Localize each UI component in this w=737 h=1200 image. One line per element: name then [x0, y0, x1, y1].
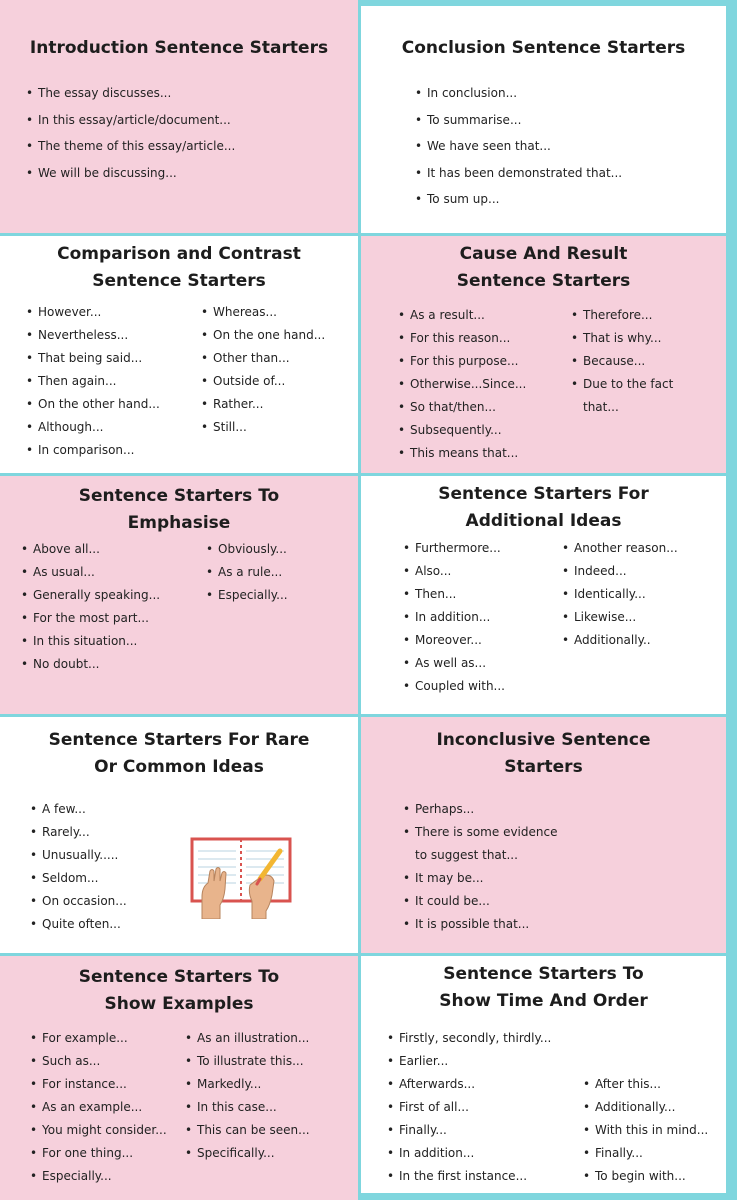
comparison-title-line-1: Comparison and Contrast — [57, 244, 301, 264]
list-item: • Especially... — [30, 1165, 167, 1188]
list-item: • Nevertheless... — [26, 324, 160, 347]
list-item: • Moreover... — [403, 629, 505, 652]
list-item: • No doubt... — [21, 653, 160, 676]
list-item: • Especially... — [206, 584, 288, 607]
inconclusive-title-line-1: Inconclusive Sentence — [436, 730, 651, 750]
list-item: • In addition... — [403, 606, 505, 629]
list-item: • Due to the fact — [571, 373, 673, 396]
list-item: • Such as... — [30, 1050, 167, 1073]
list-item: • For the most part... — [21, 607, 160, 630]
list-item: • Still... — [201, 416, 325, 439]
list-item: • Finally... — [583, 1142, 708, 1165]
introduction-list — [26, 80, 235, 186]
cause-title-line-2: Sentence Starters — [456, 271, 631, 291]
list-item: • On occasion... — [30, 890, 127, 913]
list-item: • Although... — [26, 416, 160, 439]
list-item: • First of all... — [387, 1096, 551, 1119]
list-item: • Earlier... — [387, 1050, 551, 1073]
list-item: • Quite often... — [30, 913, 127, 936]
comparison-title-line-2: Sentence Starters — [92, 271, 266, 291]
list-item: • As a result... — [398, 304, 526, 327]
list-item: • Indeed... — [562, 560, 678, 583]
list-item: • However... — [26, 301, 160, 324]
rare-title — [0, 727, 358, 781]
list-item: • Whereas... — [201, 301, 325, 324]
time-list-col2 — [583, 1073, 708, 1188]
list-item: • So that/then... — [398, 396, 526, 419]
list-item: • It may be... — [403, 867, 557, 890]
emphasise-panel — [0, 476, 358, 714]
list-item: • This can be seen... — [185, 1119, 310, 1142]
list-item: • Finally... — [387, 1119, 551, 1142]
list-item: • As well as... — [403, 652, 505, 675]
list-item: • On the one hand... — [201, 324, 325, 347]
examples-title — [0, 964, 358, 1018]
rare-title-line-2: Or Common Ideas — [94, 757, 264, 777]
list-item: • Then... — [403, 583, 505, 606]
list-item: • As an example... — [30, 1096, 167, 1119]
examples-list-col2 — [185, 1027, 310, 1165]
time-title — [361, 961, 726, 1015]
list-item: • We have seen that... — [415, 133, 622, 160]
list-item: • Another reason... — [562, 537, 678, 560]
list-item: • Additionally... — [583, 1096, 708, 1119]
list-item: • With this in mind... — [583, 1119, 708, 1142]
inconclusive-panel — [361, 717, 726, 953]
list-item: • In this essay/article/document... — [26, 107, 235, 134]
list-item: • Markedly... — [185, 1073, 310, 1096]
comparison-title — [0, 241, 358, 295]
additional-title-line-2: Additional Ideas — [465, 511, 622, 531]
rare-title-line-1: Sentence Starters For Rare — [48, 730, 310, 750]
conclusion-title-line-1: Conclusion Sentence Starters — [401, 38, 686, 58]
list-item: • To begin with... — [583, 1165, 708, 1188]
rare-list — [30, 798, 127, 936]
additional-title — [361, 481, 726, 535]
time-title-line-2: Show Time And Order — [439, 991, 648, 1011]
list-item: • You might consider... — [30, 1119, 167, 1142]
list-item: • Specifically... — [185, 1142, 310, 1165]
examples-list-col1 — [30, 1027, 167, 1188]
additional-list-col1 — [403, 537, 505, 698]
cause-list-col1 — [398, 304, 526, 465]
list-item: • Furthermore... — [403, 537, 505, 560]
list-item: • There is some evidence — [403, 821, 557, 844]
list-item: • Unusually..... — [30, 844, 127, 867]
emphasise-list-col1 — [21, 538, 160, 676]
inconclusive-list — [403, 798, 557, 936]
cause-title-line-1: Cause And Result — [459, 244, 628, 264]
introduction-panel — [0, 0, 358, 233]
list-item-continuation: that... — [583, 400, 619, 414]
list-item: • In addition... — [387, 1142, 551, 1165]
list-item: • Likewise... — [562, 606, 678, 629]
emphasise-title-line-2: Emphasise — [127, 513, 231, 533]
list-item: • It has been demonstrated that... — [415, 160, 622, 187]
cause-panel — [361, 236, 726, 473]
list-item: • For this reason... — [398, 327, 526, 350]
time-list-col1 — [387, 1027, 551, 1188]
emphasise-title — [0, 483, 358, 537]
list-item: • For example... — [30, 1027, 167, 1050]
examples-title-line-1: Sentence Starters To — [78, 967, 280, 987]
cause-title — [361, 241, 726, 295]
list-item: • As a rule... — [206, 561, 288, 584]
list-item: • To illustrate this... — [185, 1050, 310, 1073]
list-item: • Outside of... — [201, 370, 325, 393]
list-item: • In this case... — [185, 1096, 310, 1119]
list-item: • Other than... — [201, 347, 325, 370]
comparison-panel — [0, 236, 358, 473]
list-item: • We will be discussing... — [26, 160, 235, 187]
list-item: • As usual... — [21, 561, 160, 584]
list-item: • As an illustration... — [185, 1027, 310, 1050]
inconclusive-title-line-2: Starters — [504, 757, 583, 777]
list-item: • In this situation... — [21, 630, 160, 653]
list-item: • Identically... — [562, 583, 678, 606]
conclusion-title — [361, 35, 726, 62]
time-panel — [361, 956, 726, 1193]
list-item: • Then again... — [26, 370, 160, 393]
additional-panel — [361, 476, 726, 714]
list-item: • Because... — [571, 350, 673, 373]
list-item: • The theme of this essay/article... — [26, 133, 235, 160]
cause-list-col2 — [571, 304, 673, 419]
list-item: • A few... — [30, 798, 127, 821]
conclusion-panel — [361, 6, 726, 233]
list-item: • Additionally.. — [562, 629, 678, 652]
open-book-with-writing-hand-icon — [188, 835, 294, 919]
list-item: • Also... — [403, 560, 505, 583]
list-item: • It could be... — [403, 890, 557, 913]
list-item: • After this... — [583, 1073, 708, 1096]
conclusion-list — [415, 80, 622, 213]
list-item: • Obviously... — [206, 538, 288, 561]
list-item: • Firstly, secondly, thirdly... — [387, 1027, 551, 1050]
list-item: • In conclusion... — [415, 80, 622, 107]
list-item: • Subsequently... — [398, 419, 526, 442]
list-item: • Seldom... — [30, 867, 127, 890]
list-item: • That is why... — [571, 327, 673, 350]
list-item: • Therefore... — [571, 304, 673, 327]
examples-title-line-2: Show Examples — [104, 994, 254, 1014]
list-item: • Perhaps... — [403, 798, 557, 821]
emphasise-title-line-1: Sentence Starters To — [78, 486, 280, 506]
list-item: • Above all... — [21, 538, 160, 561]
comparison-list-col1 — [26, 301, 160, 462]
introduction-title-line-1: Introduction Sentence Starters — [29, 38, 329, 58]
list-item: • For one thing... — [30, 1142, 167, 1165]
list-item: • Coupled with... — [403, 675, 505, 698]
list-item: • Generally speaking... — [21, 584, 160, 607]
list-item: • Otherwise...Since... — [398, 373, 526, 396]
list-item-continuation: to suggest that... — [415, 848, 518, 862]
list-item: • The essay discusses... — [26, 80, 235, 107]
list-item: • In comparison... — [26, 439, 160, 462]
emphasise-list-col2 — [206, 538, 288, 607]
list-item: • Afterwards... — [387, 1073, 551, 1096]
list-item: • That being said... — [26, 347, 160, 370]
inconclusive-title — [361, 727, 726, 781]
list-item: • For this purpose... — [398, 350, 526, 373]
introduction-title — [0, 35, 358, 62]
additional-list-col2 — [562, 537, 678, 652]
list-item: • For instance... — [30, 1073, 167, 1096]
list-item: • Rather... — [201, 393, 325, 416]
additional-title-line-1: Sentence Starters For — [438, 484, 649, 504]
rare-panel — [0, 717, 358, 953]
time-title-line-1: Sentence Starters To — [443, 964, 644, 984]
list-item: • In the first instance... — [387, 1165, 551, 1188]
list-item: • It is possible that... — [403, 913, 557, 936]
list-item: • Rarely... — [30, 821, 127, 844]
list-item: • This means that... — [398, 442, 526, 465]
examples-panel — [0, 956, 358, 1200]
list-item: • To sum up... — [415, 186, 622, 213]
list-item: • On the other hand... — [26, 393, 160, 416]
comparison-list-col2 — [201, 301, 325, 439]
list-item: • To summarise... — [415, 107, 622, 134]
